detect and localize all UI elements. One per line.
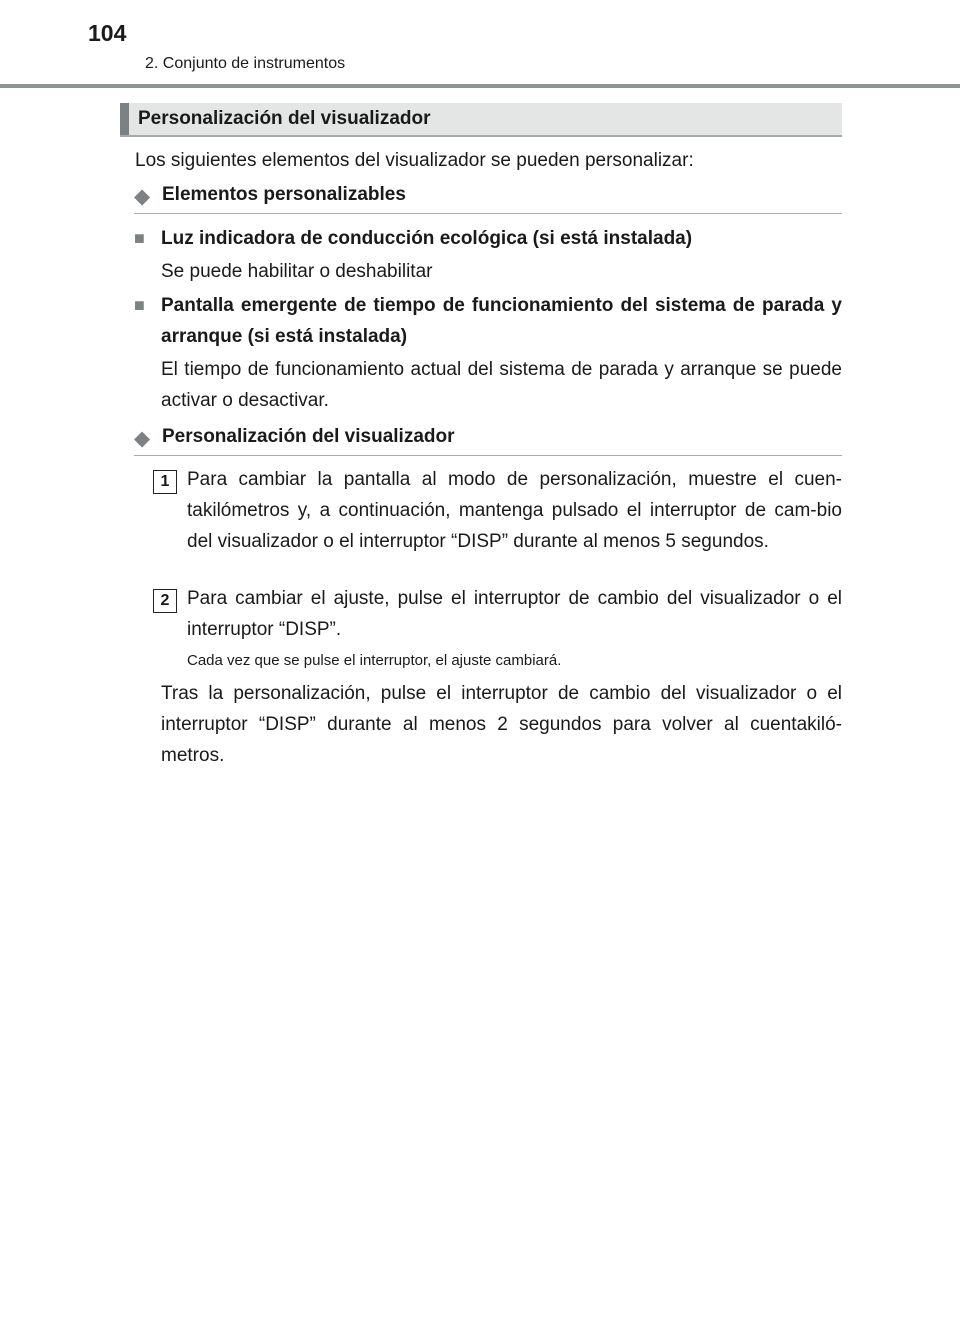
header-rule: [0, 84, 960, 88]
step-number-badge: 1: [153, 470, 177, 494]
section-title-bar: [120, 103, 842, 137]
closing-paragraph: Tras la personalización, pulse el interruptor de cambio del visualizador o el interruptor “DISP” durante al menos 2 segundos para volver al cuentakiló-metros.: [161, 683, 842, 766]
subheading-label: Personalización del visualizador: [162, 426, 455, 447]
section-marker: [120, 103, 129, 135]
item-title-eco-light: ■ Luz indicadora de conducción ecológica (si está instalada): [134, 223, 842, 254]
step-2-text: Para cambiar el ajuste, pulse el interruptor de cambio del visualizador o el interruptor “DISP”.: [187, 588, 842, 640]
item-body-eco-light: Se puede habilitar o deshabilitar: [161, 261, 433, 282]
diamond-bullet-icon: ◆: [134, 185, 151, 208]
subheading-personalization: [134, 423, 842, 456]
item-body-stop-start: El tiempo de funcionamiento actual del sistema de parada y arranque se puede activar o desactivar.: [161, 359, 842, 411]
diamond-bullet-icon: ◆: [134, 427, 151, 450]
page-header: [0, 0, 960, 90]
chapter-title: 2. Conjunto de instrumentos: [145, 55, 346, 72]
item-title-stop-start: ■ Pantalla emergente de tiempo de funcionamiento del sistema de parada y arranque (si está instalada): [134, 290, 842, 352]
subheading-customizable: [134, 181, 842, 214]
page-number: 104: [88, 20, 127, 46]
square-bullet-icon: ■: [134, 295, 145, 315]
step-note: Cada vez que se pulse el interruptor, el ajuste cambiará.: [187, 652, 562, 669]
square-bullet-icon: ■: [134, 228, 145, 248]
section-title: Personalización del visualizador: [138, 108, 431, 129]
step-1-text: Para cambiar la pantalla al modo de personalización, muestre el cuen-takilómetros y, a continuación, mantenga pulsado el interruptor de cam-bio del visualizador o el interruptor “DISP” durante al menos 5 segundos.: [187, 469, 842, 552]
subheading-label: Elementos personalizables: [162, 184, 406, 205]
step-number-badge: 2: [153, 589, 177, 613]
section-intro: Los siguientes elementos del visualizador se pueden personalizar:: [135, 150, 694, 171]
